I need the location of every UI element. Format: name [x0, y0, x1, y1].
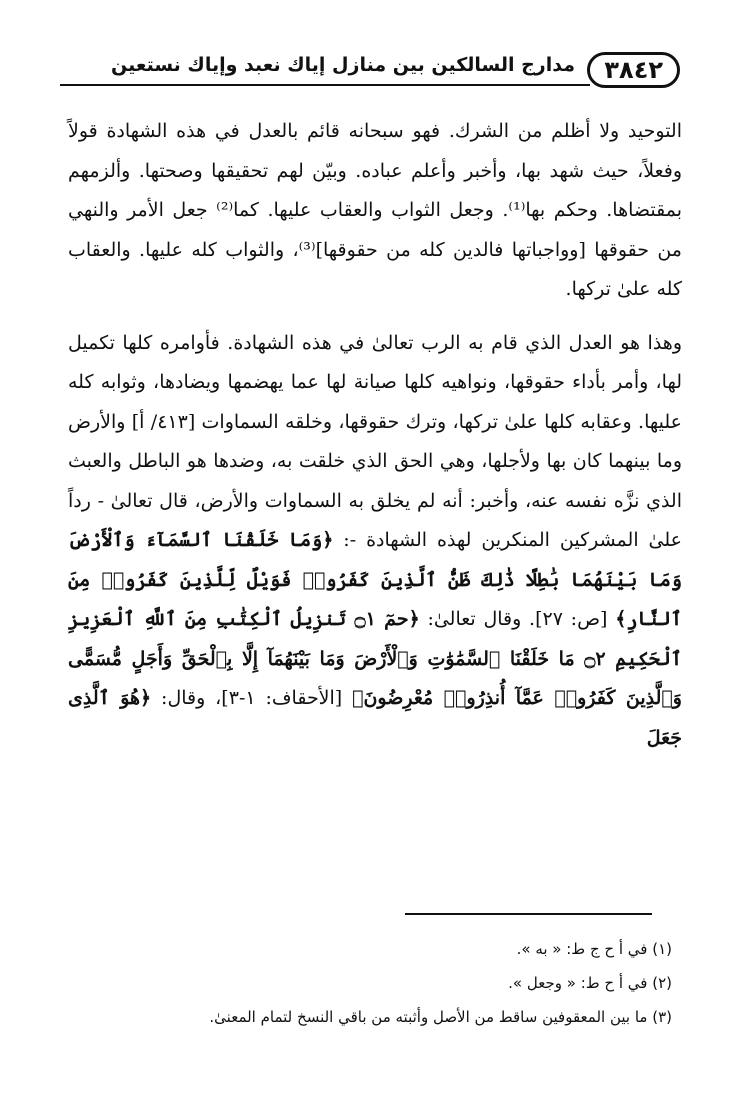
main-text	[68, 112, 682, 758]
paragraph-1: التوحيد ولا أظلم من الشرك. فهو سبحانه قائم بالعدل في هذه الشهادة قولاً وفعلاً، حيث شهد بها، وأخبر وأعلم عباده. وبيّن لهم تحقيقها وصحتها. وألزمهم بمقتضاها. وحكم بها⁽¹⁾. وجعل الثواب والعقاب عليها. كما⁽²⁾ جعل الأمر والنهي من حقوقها [وواجباتها فالدين كله من حقوقها]⁽³⁾، والثواب كله عليها. والعقاب كله علىٰ تركها.	[68, 120, 683, 300]
footnote-2: (٢) في أ ح ط: « وجعل ».	[508, 974, 672, 992]
paragraph-2	[68, 324, 682, 759]
verse-reference-1: [ص: ٢٧]. وقال تعالىٰ:	[419, 608, 616, 630]
footnote-1: (١) في أ ح ج ط: « به ».	[516, 940, 672, 958]
verse-reference-2: [الأحقاف: ١-٣]، وقال:	[151, 687, 353, 709]
running-title: مدارج السالكين بين منازل إياك نعبد وإياك نستعين	[111, 54, 575, 76]
header-rule	[60, 84, 590, 86]
footnote-separator	[405, 913, 652, 915]
paragraph-2-text: وهذا هو العدل الذي قام به الرب تعالىٰ في هذه الشهادة. فأوامره كلها تكميل لها، وأمر بأداء حقوقها، ونواهيه كلها صيانة لها عما يهضمها ويضادها، وثوابه كله عليها. وعقابه كلها علىٰ تركها، وترك حقوقها، وخلقه السماوات [٤١٣/ أ] والأرض وما بينهما كان بها ولأجلها، وهي الحق الذي خلقت به، وضدها هو الباطل والعبث الذي نزَّه نفسه عنه، وأخبر: أنه لم يخلق به السماوات والأرض، قال تعالىٰ - رداً علىٰ المشركين المنكرين لهذه الشهادة -:	[68, 331, 683, 551]
quran-verse-1: ﴿وَمَا خَلَقْنَا ٱلسَّمَآءَ وَٱلْأَرْضَ وَمَا بَيْنَهُمَا بَٰطِلًا ذَٰلِكَ ظَنُّ ٱلَّذِينَ كَفَرُوا۟ فَوَيْلٌ لِّلَّذِينَ كَفَرُوا۟ مِنَ ٱلنَّارِ﴾	[68, 529, 683, 630]
footnotes	[80, 932, 672, 1034]
footnote-3: (٣) ما بين المعقوفين ساقط من الأصل وأثبته من باقي النسخ لتمام المعنىٰ.	[209, 1008, 672, 1026]
quran-verse-3: ﴿هُوَ ٱلَّذِى جَعَلَ	[68, 687, 682, 749]
quran-verse-2: ﴿حمٓ ۝١ تَنزِيلُ ٱلْكِتَٰبِ مِنَ ٱللَّهِ ٱلْعَزِيزِ ٱلْحَكِيمِ ۝٢ مَا خَلَقْنَا ٱلسَّمَٰوَٰتِ وَٱلْأَرْضَ وَمَا بَيْنَهُمَآ إِلَّا بِٱلْحَقِّ وَأَجَلٍ مُّسَمًّى وَٱلَّذِينَ كَفَرُوا۟ عَمَّآ أُنذِرُوا۟ مُعْرِضُونَ﴾	[68, 608, 682, 709]
page-number: ٣٨٤٢	[587, 52, 680, 88]
page-header	[60, 40, 680, 88]
